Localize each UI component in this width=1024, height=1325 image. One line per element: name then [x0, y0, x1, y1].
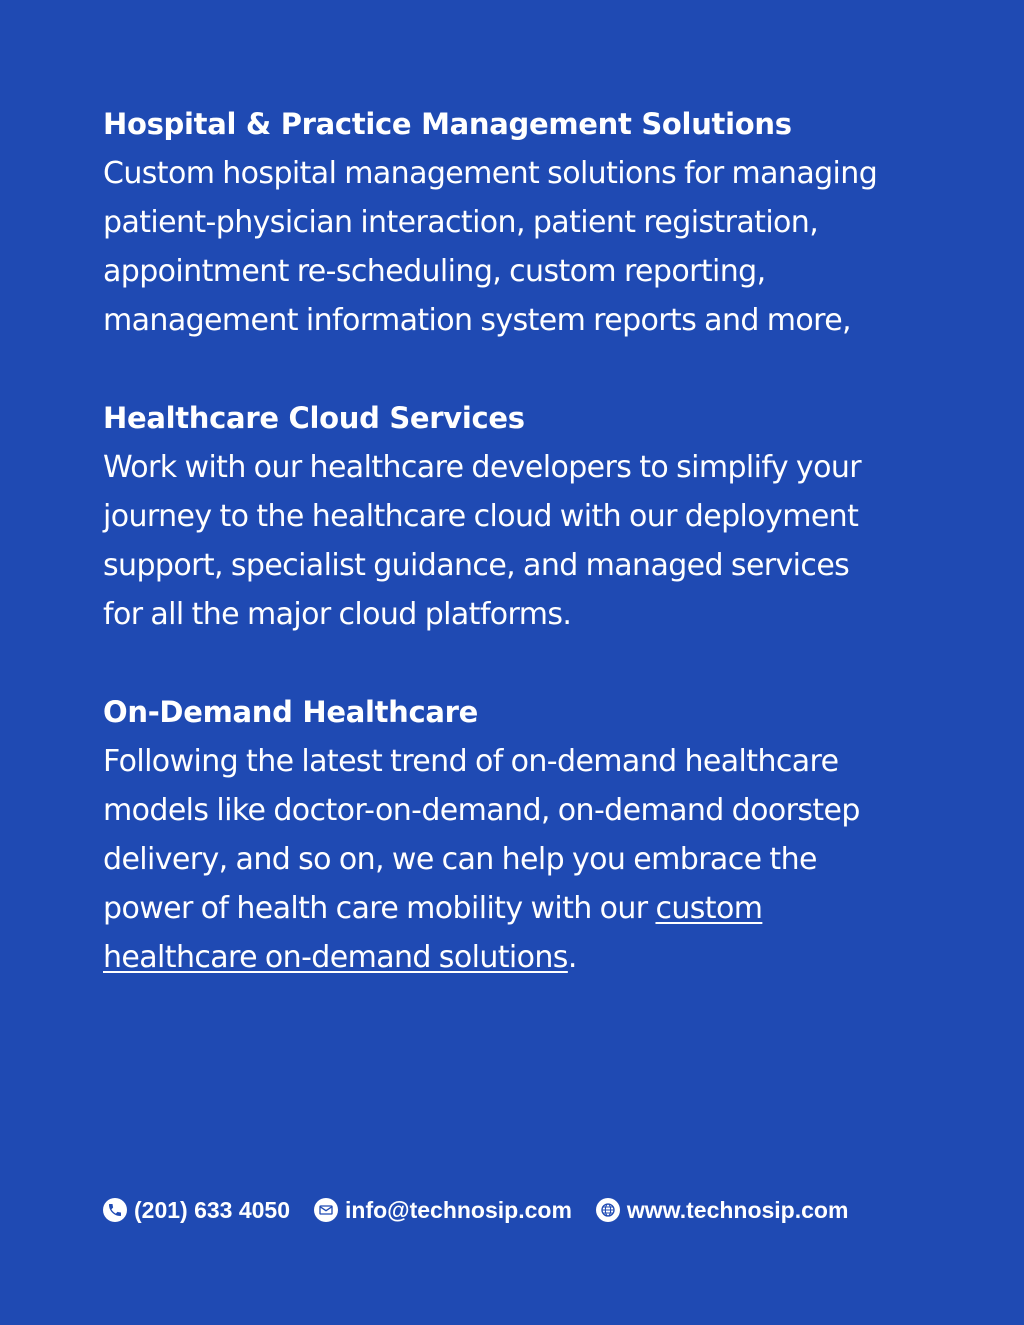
section-body: Work with our healthcare developers to simplify your journey to the healthcare cloud with our deployment support, specialist guidance, and managed services for all the major cloud platforms. [103, 450, 861, 632]
phone-contact[interactable] [103, 1197, 290, 1224]
section-heading: Healthcare Cloud Services [103, 401, 525, 435]
section-heading: On-Demand Healthcare [103, 695, 479, 729]
main-content [103, 100, 933, 1031]
envelope-icon [314, 1198, 338, 1222]
on-demand-solutions-link[interactable]: custom healthcare on-demand solutions [103, 891, 763, 975]
section-hospital-management [103, 100, 933, 345]
section-heading: Hospital & Practice Management Solutions [103, 107, 792, 141]
section-body [103, 737, 933, 982]
globe-icon [596, 1198, 620, 1222]
website-contact[interactable] [596, 1197, 849, 1224]
section-body: Custom hospital management solutions for managing patient-physician interaction, patient registration, appointment re-scheduling, custom reporting, management information system reports and more, [103, 156, 878, 338]
email-address: info@technosip.com [345, 1196, 572, 1223]
phone-icon [103, 1198, 127, 1222]
website-url: www.technosip.com [626, 1196, 849, 1223]
phone-number: (201) 633 4050 [134, 1196, 291, 1223]
section-body-text: Following the latest trend of on-demand healthcare models like doctor-on-demand, on-demand doorstep delivery, and so on, we can help you embrace the power of health care mobility with our [103, 744, 860, 926]
section-body-end: . [567, 940, 577, 975]
email-contact[interactable] [314, 1197, 572, 1224]
contact-footer [103, 1192, 872, 1228]
section-cloud-services [103, 394, 933, 639]
section-on-demand [103, 688, 933, 982]
